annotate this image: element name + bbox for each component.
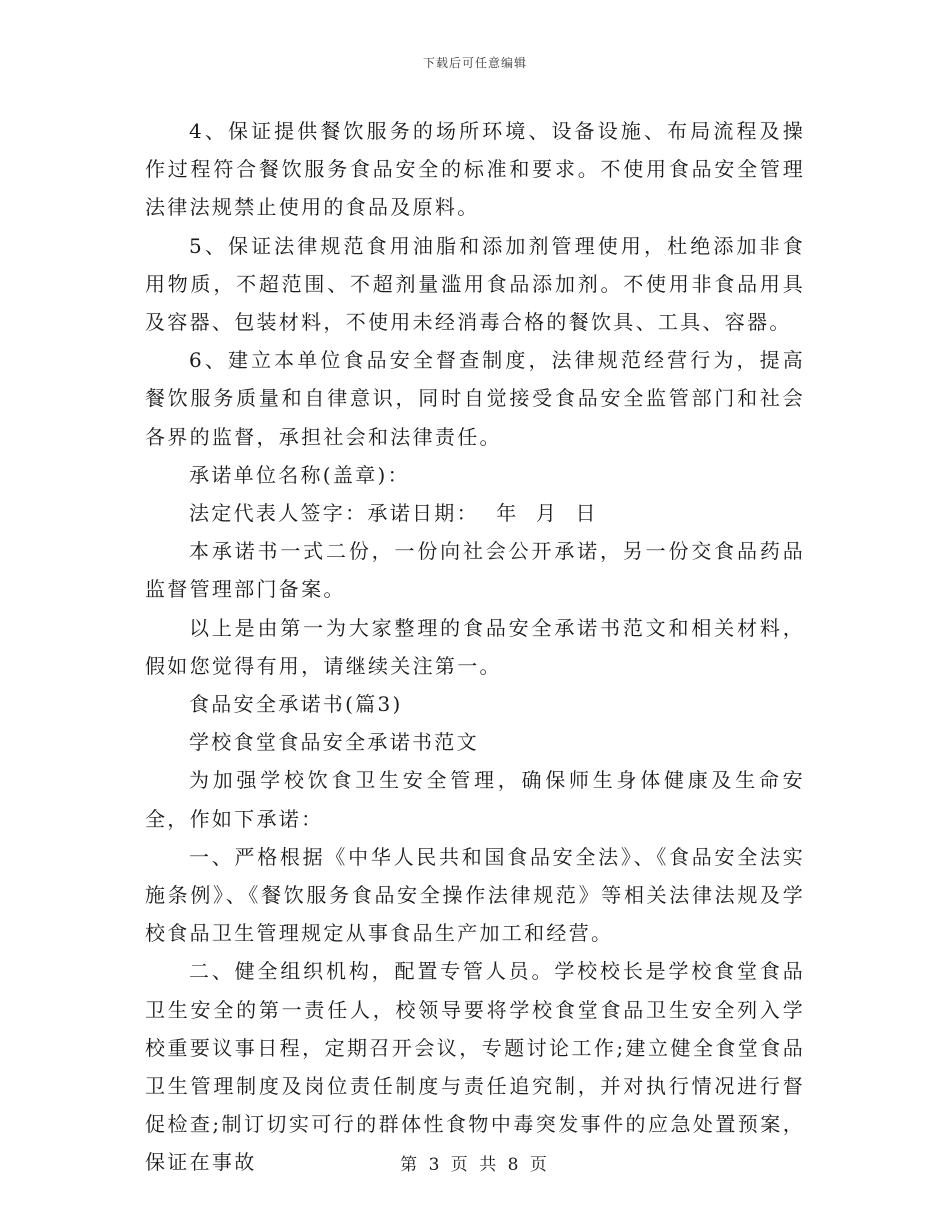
- intro-paragraph: 为加强学校饮食卫生安全管理，确保师生身体健康及生命安全，作如下承诺：: [145, 768, 805, 831]
- clause-1: 一、严格根据《中华人民共和国食品安全法》、《食品安全法实施条例》、《餐饮服务食品安全操作法律规范》等相关法律法规及学校食品卫生管理规定从事食品生产加工和经营。: [145, 844, 805, 946]
- paragraph-4: 4、保证提供餐饮服务的场所环境、设备设施、布局流程及操作过程符合餐饮服务食品安全的标准和要求。不使用食品安全管理法律法规禁止使用的食品及原料。: [145, 119, 805, 220]
- seal-line: 承诺单位名称(盖章)：: [189, 462, 410, 487]
- clause-2: 二、健全组织机构，配置专管人员。学校校长是学校食堂食品卫生安全的第一责任人，校领导要将学校食堂食品卫生安全列入学校重要议事日程，定期召开会议，专题讨论工作;建立健全食堂食品卫生管理制度及岗位责任制度与责任追究制，并对执行情况进行督促检查;制订切实可行的群体性食物中毒突发事件的应急处置预案，保证在事故: [145, 959, 805, 1175]
- page-header: 下载后可任意编辑: [422, 56, 527, 70]
- paragraph-5: 5、保证法律规范食用油脂和添加剂管理使用，杜绝添加非食用物质，不超范围、不超剂量滥用食品添加剂。不使用非食品用具及容器、包装材料，不使用未经消毒合格的餐饮具、工具、容器。: [145, 233, 805, 335]
- section-title: 食品安全承诺书(篇3): [189, 692, 403, 717]
- signature-date-line: 法定代表人签字：承诺日期： 年 月 日: [189, 501, 598, 526]
- document-body: [145, 112, 805, 1182]
- closing-note: 以上是由第一为大家整理的食品安全承诺书范文和相关材料，假如您觉得有用，请继续关注第一。: [145, 615, 805, 678]
- section-subtitle: 学校食堂食品安全承诺书范文: [189, 730, 479, 755]
- paragraph-6: 6、建立本单位食品安全督查制度，法律规范经营行为，提高餐饮服务质量和自律意识，同时自觉接受食品安全监管部门和社会各界的监督，承担社会和法律责任。: [145, 348, 805, 449]
- copies-note: 本承诺书一式二份，一份向社会公开承诺，另一份交食品药品监督管理部门备案。: [145, 539, 805, 602]
- page-footer: 第 3 页 共 8 页: [400, 1155, 550, 1175]
